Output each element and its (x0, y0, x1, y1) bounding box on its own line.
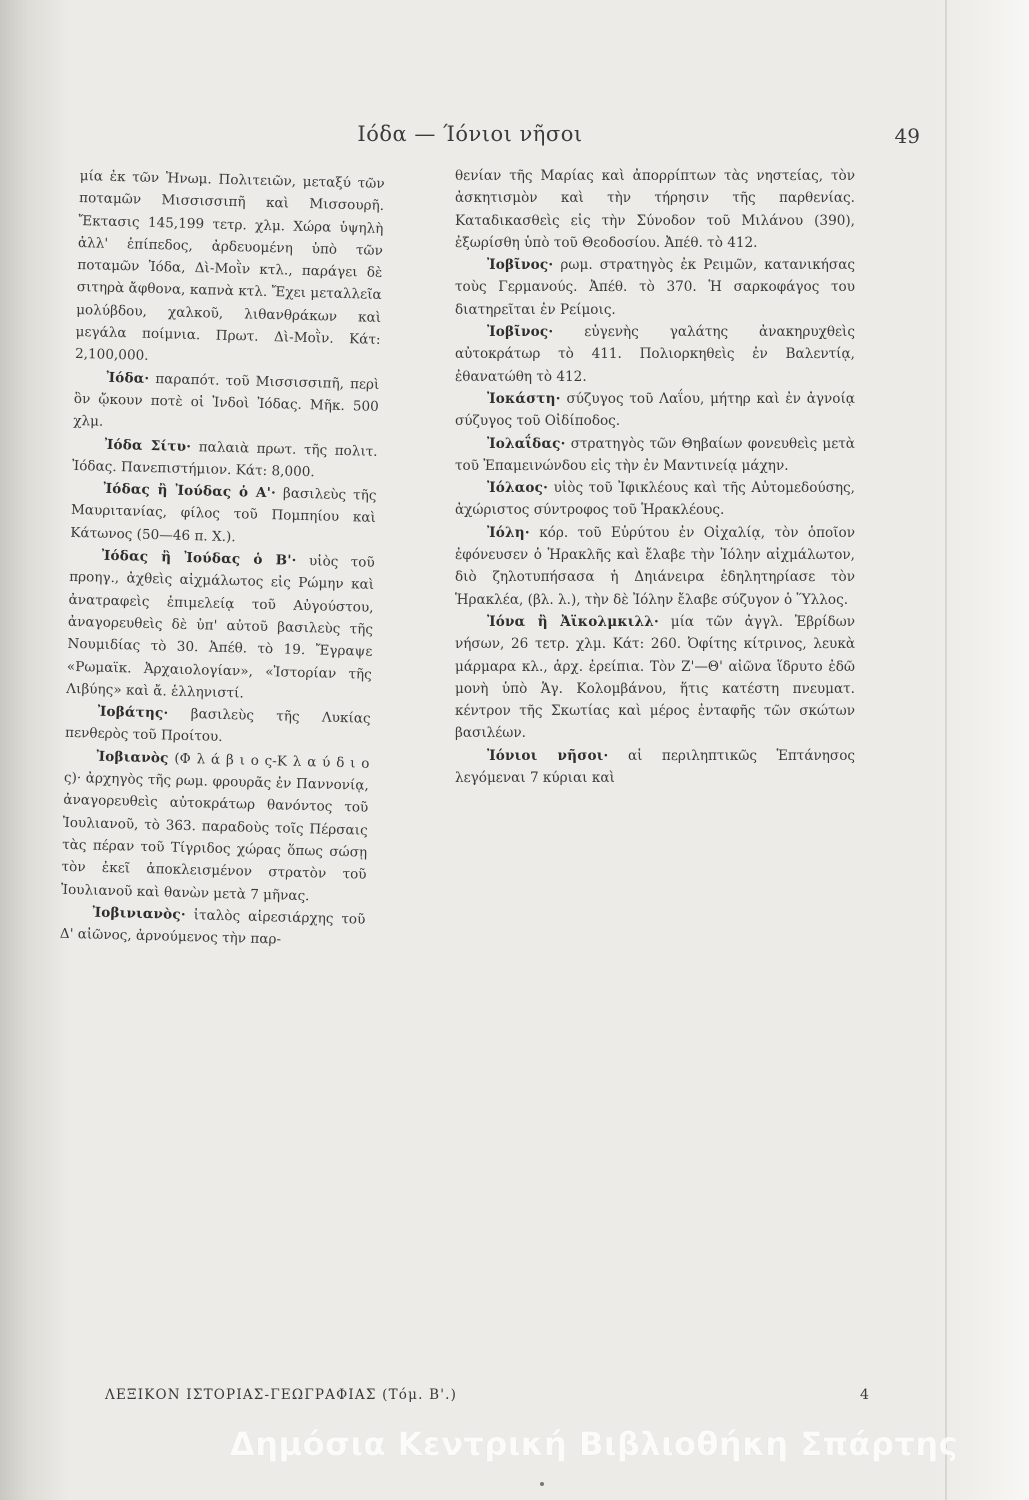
entry-text: υἱὸς τοῦ Ἰφικλέους καὶ τῆς Αὐτομεδούσης, ἀχώριστος σύντροφος τοῦ Ἡρακλέους. (455, 480, 855, 519)
entry-text: υἱὸς τοῦ προηγ., ἀχθεὶς αἰχμάλωτος εἰς Ρώμην καὶ ἀνατραφεὶς ἐπιμελείᾳ τοῦ Αὐγούστου, ἀναγορευθεὶς δὲ ὑπ' αὐτοῦ βασιλεὺς τῆς Νουμιδίας τὸ 30. Ἀπέθ. τὸ 19. Ἔγραψε «Ρωμαϊκ. Ἀρχαιολογίαν», «Ἱστορίαν τῆς Λιβύης» καὶ ἄ. ἑλληνιστί. (66, 553, 375, 702)
entry-text: βασιλεὺς τῆς Μαυριτανίας, φίλος τοῦ Πομπηίου καὶ Κάτωνος (50—46 π. Χ.). (70, 485, 377, 545)
footer-book-title: ΛΕΞΙΚΟΝ ΙΣΤΟΡΙΑΣ-ΓΕΩΓΡΑΦΙΑΣ (Τόμ. Β'.) (105, 1387, 458, 1403)
page-edge (945, 0, 947, 1500)
entry (455, 745, 855, 790)
footer-signature: 4 (860, 1387, 869, 1403)
entry (70, 477, 377, 552)
entry-headword: Ἰόδας ἢ Ἰούδας ὁ Α'· (103, 480, 277, 502)
entry (455, 611, 855, 745)
entry (455, 321, 855, 388)
entry-headword: Ἰοβινιανὸς· (92, 904, 187, 923)
entry-headword: Ἰόνα ἢ Ἀϊκολμκιλλ· (487, 613, 659, 630)
entry-headword: Ἰοκάστη· (487, 390, 561, 407)
entry (455, 165, 855, 254)
entry-headword: Ἰόλαος· (487, 480, 549, 497)
right-column (455, 165, 855, 789)
entry (455, 433, 855, 478)
entry-text: μία τῶν ἀγγλ. Ἑβρίδων νήσων, 26 τετρ. χλμ. Κάτ: 260. Ὀφίτης κίτρινος, λευκὰ μάρμαρα κλ., ἀρχ. ἐρείπια. Τὸν Ζ'—Θ' αἰῶνα ἵδρυτο ἐδῶ μονὴ ὑπὸ Ἁγ. Κολομβάνου, ἥτις κατέστη πνευματ. κέντρον τῆς Σκωτίας καὶ μέρος ἐνταφῆς τῶν σκώτων βασιλέων. (455, 613, 855, 742)
entry (455, 477, 855, 522)
entry-text: μία ἐκ τῶν Ἡνωμ. Πολιτειῶν, μεταξύ τῶν ποταμῶν Μισσισσιπῆ καὶ Μισσουρῆ. Ἔκτασις 145,199 τετρ. χλμ. Χώρα ὑψηλὴ ἀλλ' ἐπίπεδος, ἀρδευομένη ὑπὸ τῶν ποταμῶν Ἰόδα, Δὶ-Μοῒν κτλ., παράγει δὲ σιτηρὰ ἄφθονα, καπνὰ κτλ. Ἔχει μεταλλεῖα μολύβδου, χαλκοῦ, λιθανθράκων καὶ μεγάλα ποίμνια. Πρωτ. Δὶ-Μοῒν. Κάτ: 2,100,000. (74, 167, 385, 365)
scan-speck (540, 1482, 544, 1486)
running-header: Ιόδα — Ίόνιοι νῆσοι (357, 122, 583, 146)
entry-headword: Ἰοβάτης· (97, 703, 169, 722)
entry-headword: Ἰόλη· (487, 524, 530, 541)
entry (73, 366, 380, 441)
entry-text: ἰταλὸς αἱρεσιάρχης τοῦ Δ' αἰῶνος, ἀρνούμενος τὴν παρ- (59, 907, 366, 948)
entry-text: (Φ λ ά β ι ο ς-Κ λ α ύ δ ι ο ς)· ἀρχηγὸς τῆς ρωμ. φρουρᾶς ἐν Παννονίᾳ, ἀναγορευθεὶς αὐτοκράτωρ θανόντος τοῦ Ἰουλιανοῦ, τὸ 363. παραδοὺς τοῖς Πέρσαις τὰς πέραν τοῦ Τίγριδος χώρας ὅπως σώσῃ τὸν ἐκεῖ ἀποκλεισμένον στρατὸν τοῦ Ἰουλιανοῦ καὶ θανὼν μετὰ 7 μῆνας. (60, 750, 370, 904)
entry-headword: Ἰοβῖνος· (487, 257, 554, 274)
library-watermark: Δημόσια Κεντρική Βιβλιοθήκη Σπάρτης (230, 1425, 959, 1463)
entry (455, 388, 855, 433)
entry (75, 165, 385, 374)
entry-text: στρατηγὸς τῶν Θηβαίων φονευθεὶς μετὰ τοῦ Ἐπαμεινώνδου εἰς τὴν ἐν Μαντινείᾳ μάχην. (455, 435, 855, 474)
entry-text: θενίαν τῆς Μαρίας καὶ ἀπορρίπτων τὰς νηστείας, τὸν ἀσκητισμὸν καὶ τὴν τήρησιν τῆς παρθενίας. Καταδικασθεὶς εἰς τὴν Σύνοδον τοῦ Μιλάνου (390), ἐξωρίσθη ὑπὸ τοῦ Θεοδοσίου. Ἀπέθ. τὸ 412. (455, 168, 855, 251)
entry-headword: Ἰοβιανὸς (96, 748, 169, 767)
entry-text: εὐγενὴς γαλάτης ἀνακηρυχθεὶς αὐτοκράτωρ τὸ 411. Πολιορκηθεὶς ἐν Βαλεντίᾳ, ἐθανατώθη τὸ 412. (455, 324, 855, 385)
entry-headword: Ἰοβῖνος· (487, 324, 554, 341)
entry (60, 901, 366, 954)
entry (65, 700, 371, 753)
page-number: 49 (894, 124, 920, 148)
entry-text: βασιλεὺς τῆς Λυκίας πενθερὸς τοῦ Προίτου. (64, 706, 371, 746)
entry (66, 544, 375, 708)
entry-text: σύζυγος τοῦ Λαΐου, μήτηρ καὶ ἐν ἀγνοίᾳ σύζυγος τοῦ Οἰδίποδος. (455, 390, 855, 430)
entry (61, 745, 370, 909)
entry-headword: Ἰόδα· (106, 369, 150, 387)
entry-text: κόρ. τοῦ Εὐρύτου ἐν Οἰχαλίᾳ, τὸν ὁποῖον ἐφόνευσεν ὁ Ἡρακλῆς καὶ ἔλαβε τὴν Ἰόλην αἰχμάλωτον, διὸ ζηλοτυπήσασα ἡ Δηιάνειρα ἐδηλητηρίασε τὸν Ἡρακλέα, (βλ. λ.), τὴν δὲ Ἰόλην ἔλαβε σύζυγον ὁ Ὕλλος. (455, 524, 855, 608)
entry-text: ρωμ. στρατηγὸς ἐκ Ρειμῶν, κατανικήσας τοὺς Γερμανούς. Ἀπέθ. τὸ 370. Ἡ σαρκοφάγος του διατηρεῖται ἐν Ρείμοις. (455, 257, 855, 318)
entry (455, 254, 855, 321)
scan-shadow-left (0, 0, 70, 1500)
entry-headword: Ἰόδας ἢ Ἰούδας ὁ Β'· (101, 547, 297, 569)
entry-text: αἱ περιληπτικῶς Ἑπτάνησος λεγόμεναι 7 κύριαι καὶ (455, 747, 855, 787)
entry-headword: Ἰολαΐδας· (487, 435, 566, 452)
scan-shadow-right (929, 0, 1029, 1500)
entry-text: παραπότ. τοῦ Μισσισσιπῆ, περὶ ὃν ᾤκουν ποτὲ οἱ Ἰνδοὶ Ἰόδας. Μῆκ. 500 χλμ. (73, 370, 380, 430)
left-column (60, 165, 385, 953)
entry-text: παλαιὰ πρωτ. τῆς πολιτ. Ἰόδας. Πανεπιστήμιον. Κάτ: 8,000. (71, 438, 378, 481)
entry-headword: Ἰόνιοι νῆσοι· (487, 747, 609, 764)
entry (455, 522, 855, 611)
entry-headword: Ἰόδα Σίτυ· (104, 436, 192, 455)
entry (72, 432, 378, 485)
